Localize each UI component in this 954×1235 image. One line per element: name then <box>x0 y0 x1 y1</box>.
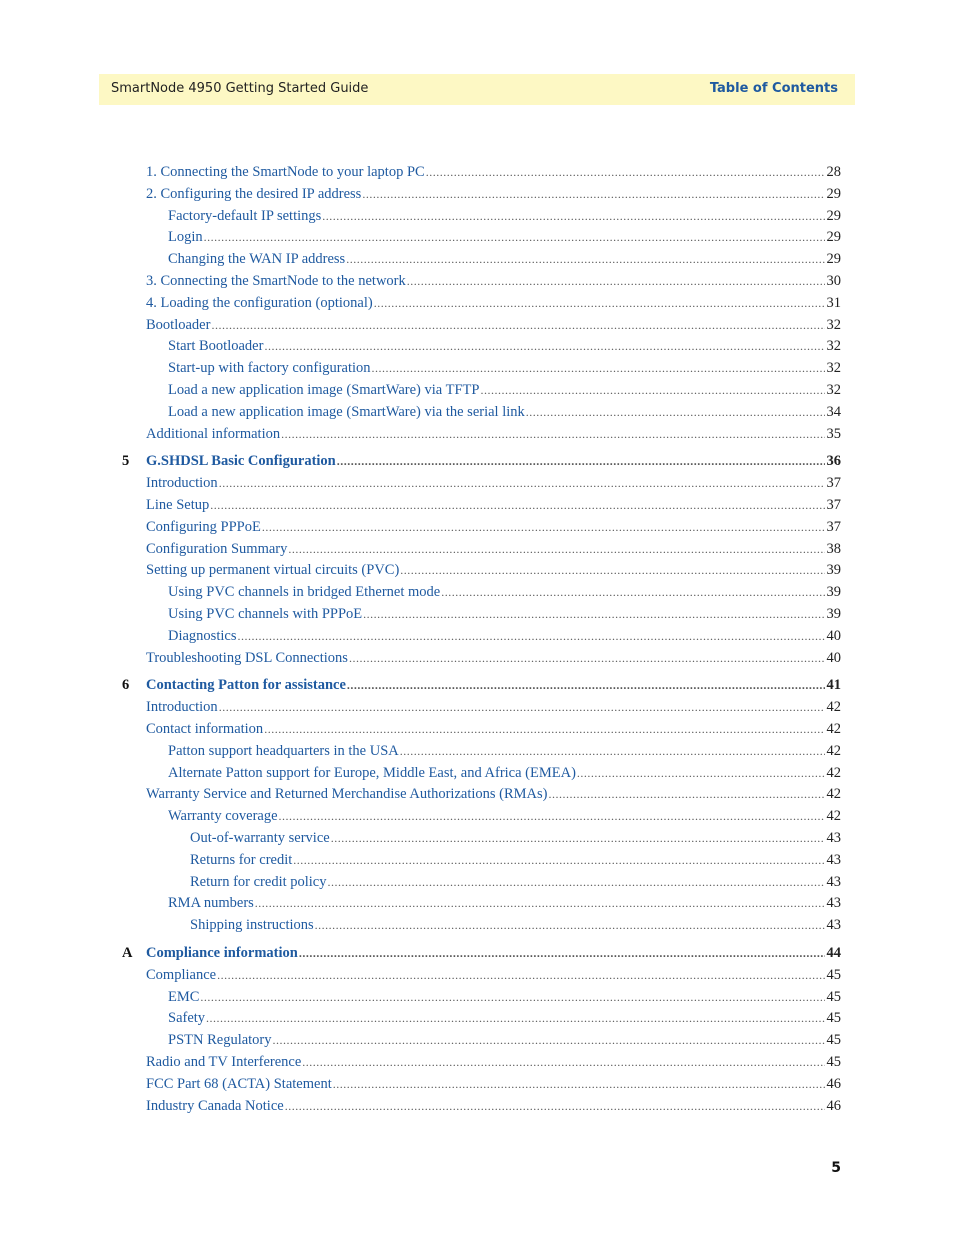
toc-entry[interactable] <box>168 808 841 828</box>
toc-entry-title: Factory-default IP settings <box>168 207 322 224</box>
dot-leader <box>322 209 824 224</box>
toc-entry-title: EMC <box>168 988 200 1005</box>
toc-entry-title: Start Bootloader <box>168 338 264 355</box>
toc-entry-title: 3. Connecting the SmartNode to the network <box>146 273 406 289</box>
toc-entry-page: 37 <box>826 475 841 492</box>
toc-entry-title: 2. Configuring the desired IP address <box>146 185 362 202</box>
dot-leader <box>374 296 825 311</box>
dot-leader <box>363 607 824 622</box>
toc-chapter-entry[interactable] <box>146 677 841 697</box>
toc-entry-page: 45 <box>826 1054 841 1070</box>
toc-entry-page: 46 <box>826 1097 841 1114</box>
dot-leader <box>372 361 825 376</box>
dot-leader <box>219 476 825 491</box>
toc-entry-title: Start-up with factory configuration <box>168 360 371 377</box>
dot-leader <box>362 187 824 202</box>
toc-entry-page: 42 <box>826 699 841 716</box>
toc-entry-title: Line Setup <box>146 497 210 513</box>
toc-entry-title: Troubleshooting DSL Connections <box>146 649 348 666</box>
chapter-number: A <box>122 945 133 961</box>
toc-entry-title: G.SHDSL Basic Configuration <box>146 453 336 470</box>
toc-entry[interactable] <box>146 317 841 337</box>
toc-entry-title: Configuring PPPoE <box>146 518 261 535</box>
toc-entry-page: 42 <box>826 742 841 759</box>
toc-entry[interactable] <box>146 1098 841 1118</box>
chapter-number: 6 <box>122 677 130 694</box>
toc-entry-page: 45 <box>826 966 841 983</box>
dot-leader <box>255 896 825 911</box>
toc-entry-title: Warranty Service and Returned Merchandise Authorizations (RMAs) <box>146 786 548 803</box>
toc-entry[interactable] <box>168 208 841 228</box>
toc-entry[interactable] <box>146 721 841 741</box>
dot-leader <box>302 1055 824 1070</box>
toc-entry[interactable] <box>146 164 841 184</box>
dot-leader <box>331 831 825 846</box>
toc-entry[interactable] <box>168 360 841 380</box>
document-title: SmartNode 4950 Getting Started Guide <box>111 81 369 96</box>
toc-entry[interactable] <box>146 1054 841 1074</box>
toc-entry-title: Setting up permanent virtual circuits (PVC) <box>146 562 400 579</box>
toc-entry[interactable] <box>146 186 841 206</box>
dot-leader <box>526 405 825 420</box>
dot-leader <box>200 990 824 1005</box>
toc-entry-page: 32 <box>826 360 841 377</box>
toc-entry-page: 36 <box>826 453 841 470</box>
dot-leader <box>279 809 825 824</box>
toc-entry-title: Compliance information <box>146 945 298 961</box>
toc-entry-page: 42 <box>826 808 841 825</box>
dot-leader <box>349 651 825 666</box>
toc-entry[interactable] <box>168 584 841 604</box>
toc-entry-title: Out-of-warranty service <box>190 830 330 846</box>
toc-entry-page: 31 <box>826 294 841 311</box>
dot-leader <box>315 918 825 933</box>
toc-entry-title: Introduction <box>146 699 218 716</box>
dot-leader <box>273 1033 825 1048</box>
toc-entry-page: 37 <box>826 497 841 513</box>
dot-leader <box>264 339 824 354</box>
dot-leader <box>400 563 824 578</box>
toc-chapter-entry[interactable] <box>146 945 841 965</box>
toc-entry-title: Contacting Patton for assistance <box>146 677 346 694</box>
dot-leader <box>346 252 824 267</box>
dot-leader <box>328 875 825 890</box>
toc-entry-page: 29 <box>826 229 841 246</box>
toc-entry-title: Configuration Summary <box>146 540 288 557</box>
toc-entry-title: Compliance <box>146 966 217 983</box>
toc-entry[interactable] <box>168 1032 841 1052</box>
dot-leader <box>264 722 824 737</box>
toc-entry-title: FCC Part 68 (ACTA) Statement <box>146 1075 332 1092</box>
toc-entry-title: Bootloader <box>146 316 211 333</box>
toc-entry[interactable] <box>168 765 841 785</box>
toc-entry-page: 34 <box>826 403 841 420</box>
toc-entry-title: Warranty coverage <box>168 808 278 825</box>
dot-leader <box>577 766 825 781</box>
toc-entry-page: 28 <box>826 164 841 180</box>
toc-entry-title: Patton support headquarters in the USA <box>168 742 399 759</box>
toc-entry-title: Safety <box>168 1010 206 1027</box>
toc-entry-title: Shipping instructions <box>190 917 314 934</box>
dot-leader <box>480 383 824 398</box>
toc-entry[interactable] <box>146 786 841 806</box>
toc-entry[interactable] <box>146 967 841 987</box>
toc-entry-page: 43 <box>826 873 841 890</box>
toc-entry-title: PSTN Regulatory <box>168 1032 272 1049</box>
toc-entry-page: 42 <box>826 786 841 803</box>
toc-entry[interactable] <box>146 295 841 315</box>
toc-entry[interactable] <box>190 874 841 894</box>
toc-entry-title: Using PVC channels with PPPoE <box>168 606 363 622</box>
toc-entry-page: 43 <box>826 830 841 846</box>
toc-entry[interactable] <box>190 852 841 872</box>
toc-entry-page: 43 <box>826 895 841 912</box>
toc-entry[interactable] <box>190 917 841 937</box>
toc-entry-page: 45 <box>826 1010 841 1027</box>
dot-leader <box>206 1011 824 1026</box>
toc-entry[interactable] <box>146 541 841 561</box>
toc-entry-page: 30 <box>826 273 841 289</box>
toc-entry-title: Return for credit policy <box>190 873 327 890</box>
dot-leader <box>204 230 825 245</box>
toc-entry-page: 39 <box>826 562 841 579</box>
toc-entry[interactable] <box>146 650 841 670</box>
dot-leader <box>347 678 825 693</box>
toc-entry-page: 42 <box>826 764 841 781</box>
toc-entry[interactable] <box>168 989 841 1009</box>
toc-entry-page: 43 <box>826 917 841 934</box>
toc-entry-title: Changing the WAN IP address <box>168 251 346 268</box>
dot-leader <box>441 585 824 600</box>
toc-entry-title: RMA numbers <box>168 895 254 912</box>
toc-entry-title: Contact information <box>146 721 264 737</box>
toc-entry-page: 32 <box>826 382 841 398</box>
toc-entry-page: 38 <box>826 540 841 557</box>
toc-entry[interactable] <box>168 382 841 402</box>
toc-entry[interactable] <box>146 426 841 446</box>
toc-entry-page: 40 <box>826 627 841 644</box>
dot-leader <box>281 427 824 442</box>
dot-leader <box>549 787 825 802</box>
toc-entry-page: 45 <box>826 988 841 1005</box>
toc-entry[interactable] <box>168 895 841 915</box>
section-title: Table of Contents <box>709 81 838 96</box>
dot-leader <box>293 853 824 868</box>
toc-entry[interactable] <box>146 497 841 517</box>
toc-entry[interactable] <box>168 404 841 424</box>
toc-entry[interactable] <box>168 606 841 626</box>
chapter-number: 5 <box>122 453 130 470</box>
dot-leader <box>333 1077 825 1092</box>
toc-entry-title: 1. Connecting the SmartNode to your laptop PC <box>146 164 425 180</box>
toc-entry-page: 45 <box>826 1032 841 1049</box>
toc-entry[interactable] <box>168 628 841 648</box>
toc-entry-page: 32 <box>826 338 841 355</box>
toc-entry[interactable] <box>168 229 841 249</box>
dot-leader <box>337 454 825 469</box>
toc-entry-title: Load a new application image (SmartWare) via TFTP <box>168 382 480 398</box>
page-number: 5 <box>831 1160 841 1176</box>
toc-entry-page: 40 <box>826 649 841 666</box>
toc-entry[interactable] <box>146 562 841 582</box>
dot-leader <box>299 946 825 961</box>
dot-leader <box>285 1099 825 1114</box>
toc-entry-page: 43 <box>826 851 841 868</box>
dot-leader <box>210 498 824 513</box>
toc-entry-title: Using PVC channels in bridged Ethernet mode <box>168 584 441 601</box>
toc-entry-title: Industry Canada Notice <box>146 1097 284 1114</box>
dot-leader <box>217 968 824 983</box>
toc-entry-title: Alternate Patton support for Europe, Middle East, and Africa (EMEA) <box>168 764 576 781</box>
toc-entry[interactable] <box>146 475 841 495</box>
toc-entry-title: Diagnostics <box>168 627 237 644</box>
toc-entry-title: Introduction <box>146 475 218 492</box>
toc-entry-page: 35 <box>826 425 841 442</box>
dot-leader <box>407 274 825 289</box>
toc-entry[interactable] <box>190 830 841 850</box>
toc-entry-page: 32 <box>826 316 841 333</box>
dot-leader <box>400 744 825 759</box>
dot-leader <box>262 520 825 535</box>
toc-entry[interactable] <box>168 1010 841 1030</box>
dot-leader <box>288 542 824 557</box>
toc-entry-page: 42 <box>826 721 841 737</box>
toc-entry[interactable] <box>168 743 841 763</box>
toc-entry-page: 29 <box>826 185 841 202</box>
toc-entry-title: Radio and TV Interference <box>146 1054 302 1070</box>
toc-entry-page: 46 <box>826 1075 841 1092</box>
toc-entry[interactable] <box>146 699 841 719</box>
toc-entry-page: 29 <box>826 207 841 224</box>
toc-entry[interactable] <box>146 273 841 293</box>
dot-leader <box>211 318 824 333</box>
toc-entry-page: 39 <box>826 584 841 601</box>
toc-chapter-entry[interactable] <box>146 453 841 473</box>
toc-entry[interactable] <box>168 251 841 271</box>
toc-entry[interactable] <box>168 338 841 358</box>
toc-entry-page: 39 <box>826 606 841 622</box>
toc-entry-title: Returns for credit <box>190 851 293 868</box>
running-header <box>99 74 855 105</box>
toc-entry-page: 37 <box>826 518 841 535</box>
toc-entry-page: 29 <box>826 251 841 268</box>
toc-entry-title: Load a new application image (SmartWare) via the serial link <box>168 403 525 420</box>
toc-entry-page: 41 <box>826 677 841 694</box>
toc-entry[interactable] <box>146 519 841 539</box>
dot-leader <box>237 629 824 644</box>
toc-entry-page: 44 <box>826 945 841 961</box>
toc-entry-title: Login <box>168 229 203 246</box>
dot-leader <box>219 700 825 715</box>
dot-leader <box>426 165 825 180</box>
toc-entry[interactable] <box>146 1076 841 1096</box>
toc-entry-title: Additional information <box>146 425 281 442</box>
toc-entry-title: 4. Loading the configuration (optional) <box>146 294 373 311</box>
